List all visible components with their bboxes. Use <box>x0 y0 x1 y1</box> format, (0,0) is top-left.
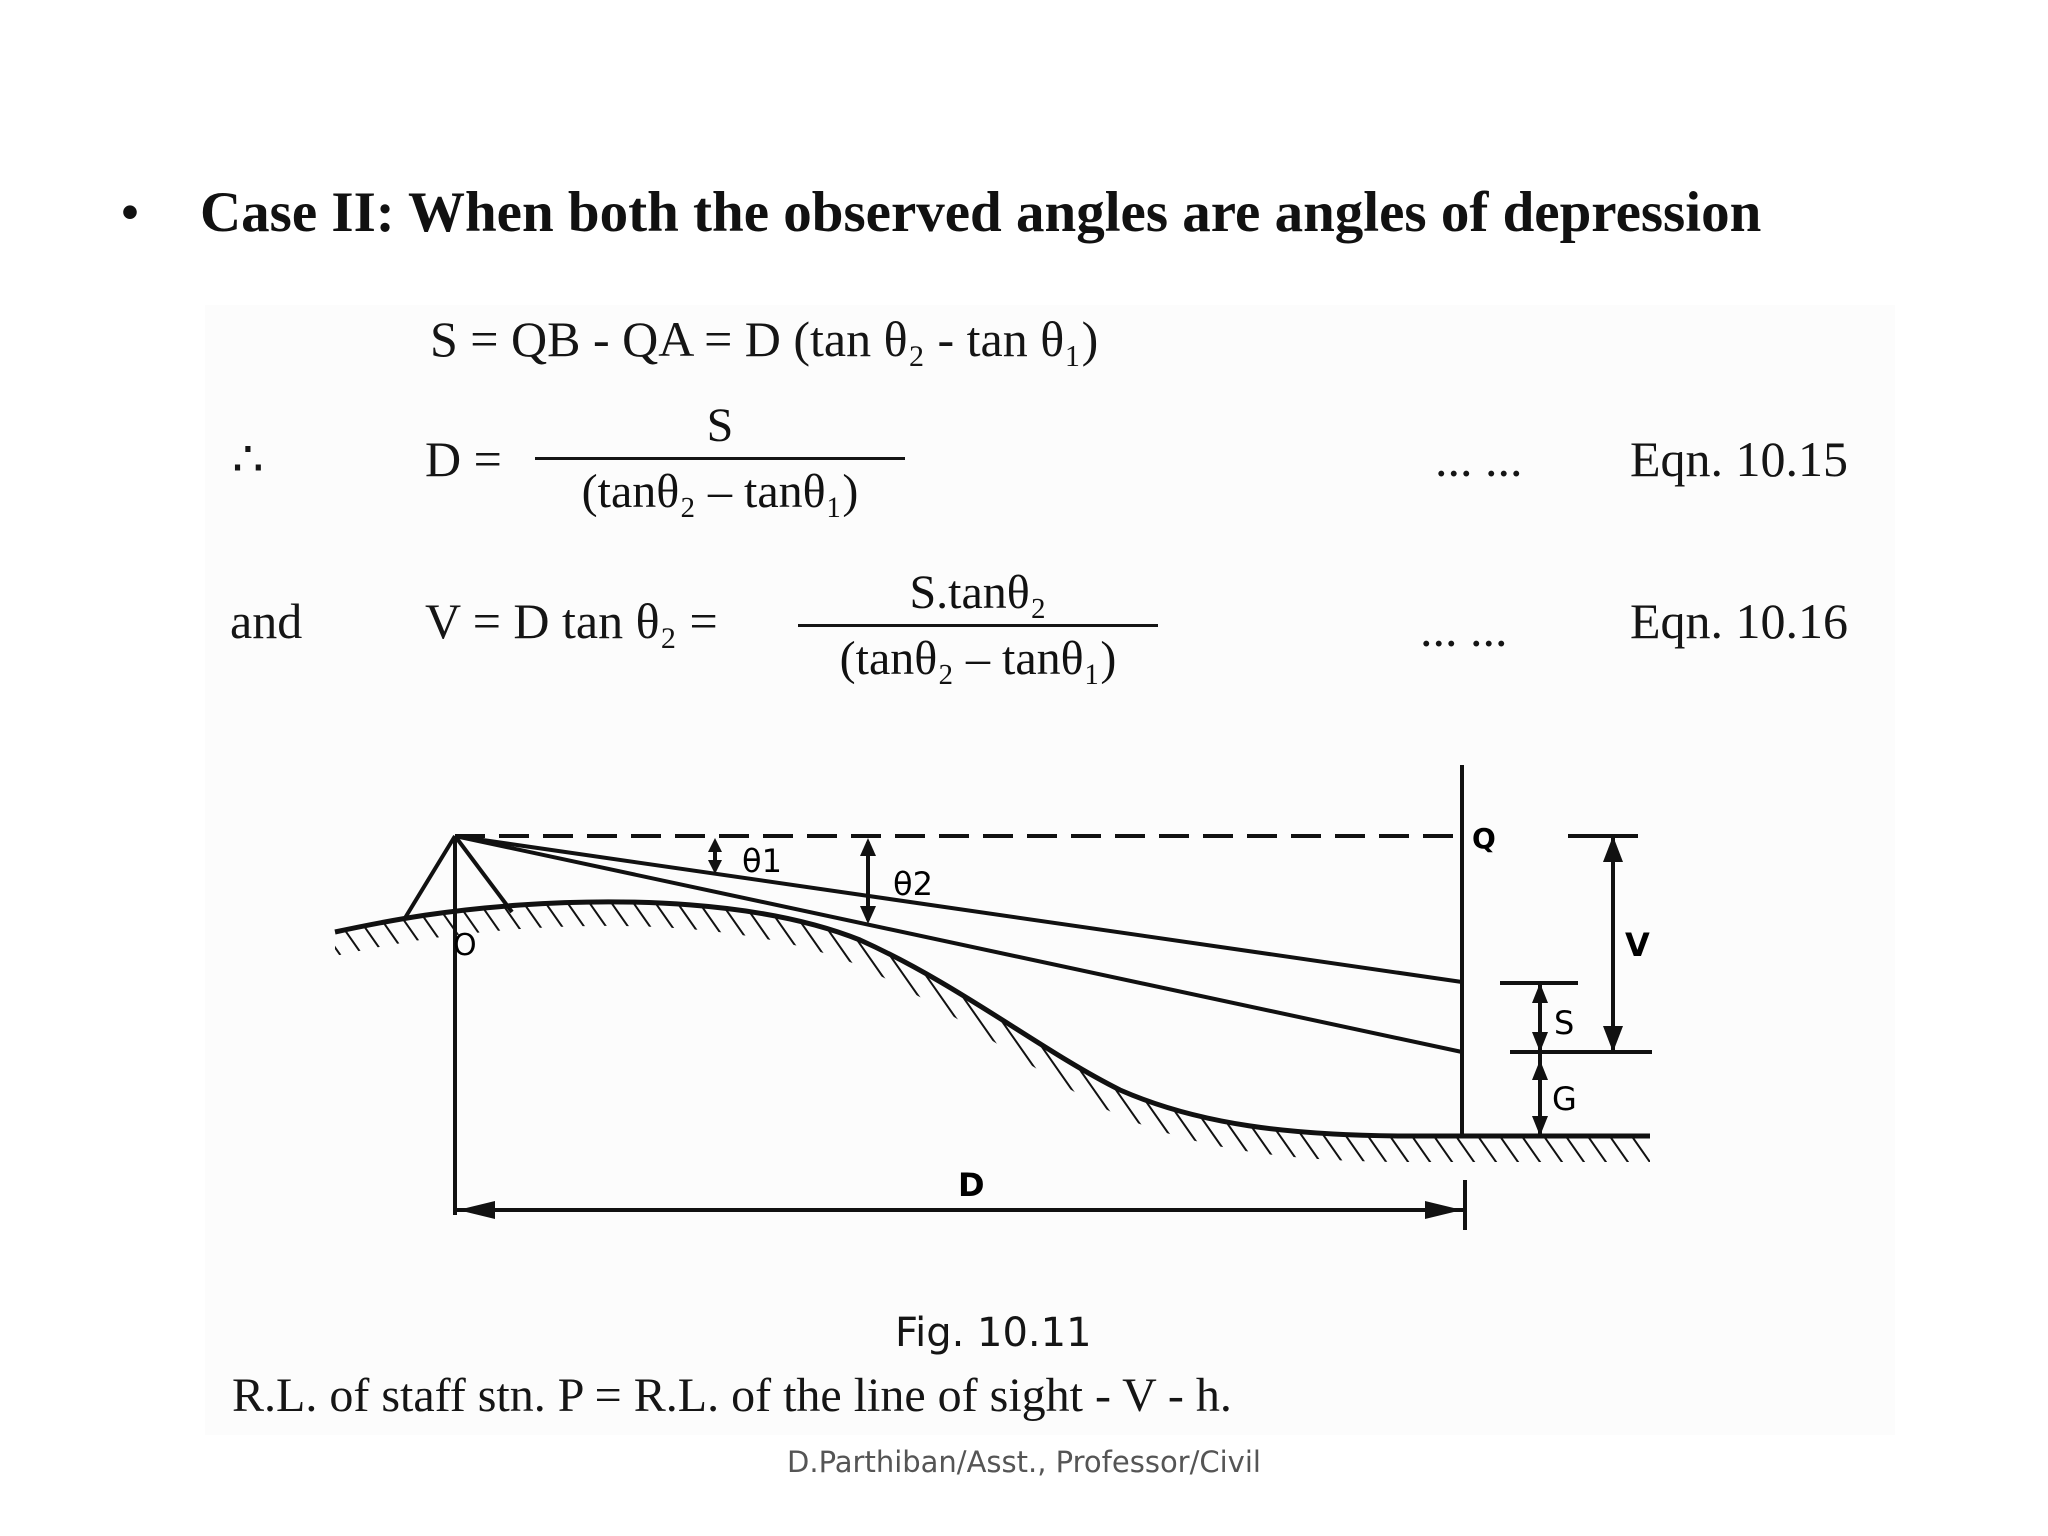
g-label: G <box>1552 1080 1577 1118</box>
point-q-label: Q <box>1472 822 1496 855</box>
equation-d-denominator: (tanθ₂ – tanθ₁) <box>581 465 859 518</box>
and-word: and <box>230 593 303 649</box>
equation-d-numerator: S <box>535 398 905 460</box>
equation-d-lhs: D = <box>425 431 502 487</box>
d-label: D <box>958 1166 985 1204</box>
station-o-label: O <box>453 928 477 963</box>
theta1-label: θ1 <box>742 842 782 880</box>
equation-s: S = QB - QA = D (tan θ₂ - tan θ₁) <box>430 311 1099 367</box>
figure-caption: Fig. 10.11 <box>895 1310 1092 1356</box>
equation-v-dots: ... ... <box>1420 601 1508 657</box>
theta2-label: θ2 <box>893 865 933 903</box>
equation-d-dots: ... ... <box>1435 431 1523 487</box>
equation-v-denominator: (tanθ₂ – tanθ₁) <box>839 632 1117 685</box>
slide-heading: Case II: When both the observed angles are angles of depression <box>200 181 1762 244</box>
equation-v-tag: Eqn. 10.16 <box>1630 593 1849 649</box>
g-dimension-marker <box>1532 1052 1548 1136</box>
slide-footer: D.Parthiban/Asst., Professor/Civil <box>787 1445 1261 1479</box>
theta2-angle-marker <box>860 838 876 924</box>
s-label: S <box>1554 1004 1575 1042</box>
ground-hatching <box>335 902 1650 1162</box>
rl-statement: R.L. of staff stn. P = R.L. of the line of sight - V - h. <box>232 1369 1232 1422</box>
instrument-tripod <box>405 836 512 1215</box>
theta1-angle-marker <box>708 838 722 874</box>
equation-v-numerator: S.tanθ₂ <box>798 565 1158 627</box>
therefore-symbol: ∴ <box>232 431 264 487</box>
v-label: V <box>1625 926 1650 964</box>
bullet-point: • <box>120 181 140 244</box>
equation-v-lhs: V = D tan θ₂ = <box>425 593 718 649</box>
equation-d-tag: Eqn. 10.15 <box>1630 431 1849 487</box>
